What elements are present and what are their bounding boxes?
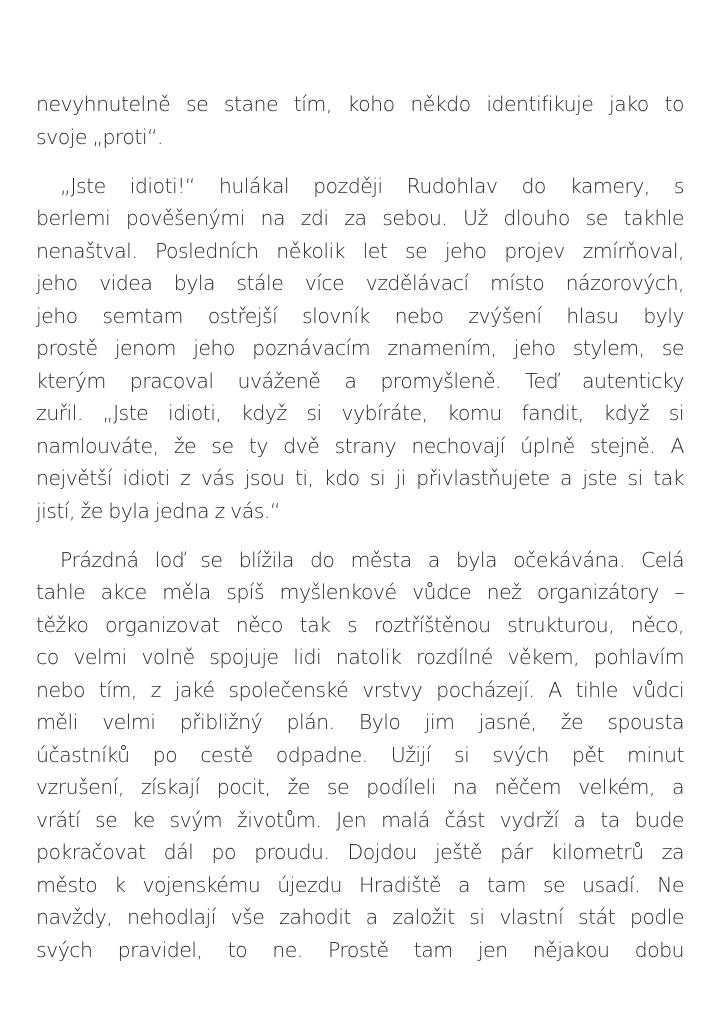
text-line: vzrušení, získají pocit, že se podíleli na něčem velkém, a — [36, 775, 684, 799]
text-line: prostě jenom jeho poznávacím znamením, jeho stylem, se — [36, 336, 684, 360]
text-line: namlouváte, že se ty dvě strany nechovají úplně stejně. A — [36, 433, 684, 458]
paragraph-2 — [36, 170, 684, 528]
text-line: vrátí se ke svým životům. Jen malá část vydrží a ta bude — [36, 807, 684, 832]
text-line: nebo tím, z jaké společenské vrstvy pocházejí. A tihle vůdci — [36, 677, 684, 702]
text-line: jeho videa byla stále více vzdělávací místo názorových, — [36, 271, 684, 295]
text-line: tahle akce měla spíš myšlenkové vůdce než organizátory – — [36, 580, 684, 604]
text-line: navždy, nehodlají vše zahodit a založit si vlastní stát podle — [36, 905, 684, 929]
text-line: kterým pracoval uváženě a promyšleně. Teď autenticky — [36, 368, 684, 393]
text-line: největší idioti z vás jsou ti, kdo si ji přivlastňujete a jste si tak — [36, 466, 684, 490]
text-line: nenaštval. Posledních několik let se jeho projev zmírňoval, — [36, 238, 684, 263]
text-line: pokračovat dál po proudu. Dojdou ještě pár kilometrů za — [36, 840, 684, 864]
text-line-content: „Jste idioti!“ hulákal později Rudohlav do kamery, s — [60, 173, 684, 198]
text-line: účastníků po cestě odpadne. Užijí si svých pět minut — [36, 742, 684, 767]
text-line-content: Prázdná loď se blížila do města a byla očekávána. Celá — [60, 547, 684, 572]
paragraph-3 — [36, 544, 684, 967]
text-line: měli velmi přibližný plán. Bylo jim jasné, že spousta — [36, 710, 684, 734]
text-line: zuřil. „Jste idioti, když si vybíráte, komu fandit, když si — [36, 401, 684, 425]
text-line: nevyhnutelně se stane tím, koho někdo identifikuje jako to — [36, 92, 684, 116]
body-text — [36, 88, 684, 966]
text-line: berlemi pověšenými na zdi za sebou. Už dlouho se takhle — [36, 206, 684, 230]
paragraph-1 — [36, 88, 684, 153]
text-line: těžko organizovat něco tak s roztříštěnou strukturou, něco, — [36, 612, 684, 637]
text-line: svých pravidel, to ne. Prostě tam jen nějakou dobu — [36, 937, 684, 962]
text-line: město k vojenskému újezdu Hradiště a tam se usadí. Ne — [36, 872, 684, 897]
text-line: jistí, že byla jedna z vás.“ — [36, 498, 280, 523]
text-line: svoje „proti“. — [36, 124, 164, 149]
text-line — [36, 170, 684, 203]
text-line: co velmi volně spojuje lidi natolik rozdílné věkem, pohlavím — [36, 645, 684, 669]
text-line — [36, 544, 684, 577]
text-line: jeho semtam ostřejší slovník nebo zvýšení hlasu byly — [36, 303, 684, 328]
